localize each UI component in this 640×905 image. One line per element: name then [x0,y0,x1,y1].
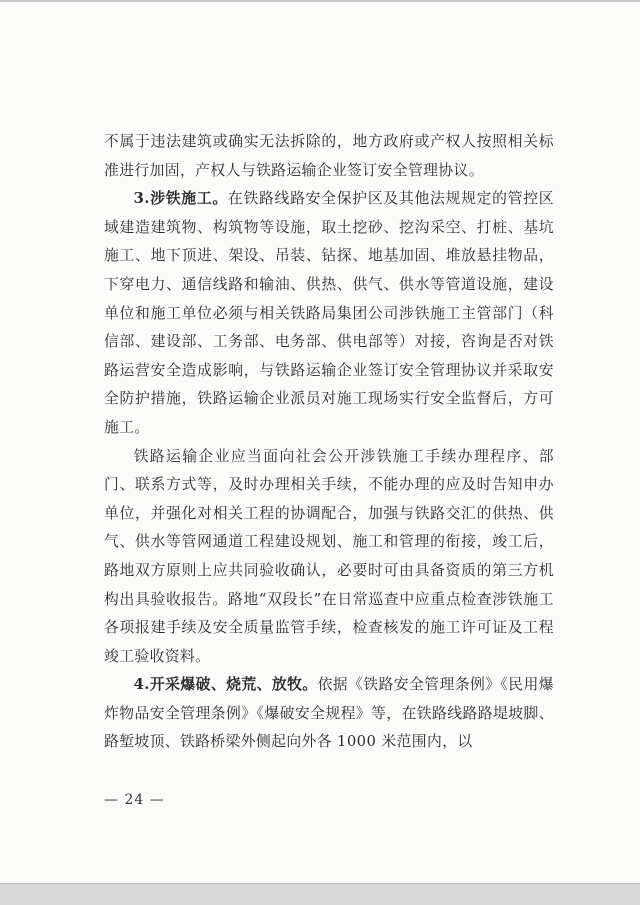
paragraph-3: 铁路运输企业应当面向社会公开涉铁施工手续办理程序、部门、联系方式等，及时办理相关手续，不能办理的应及时告知申办单位，并强化对相关工程的协调配合，加强与铁路交汇的供热、供气、供水等管网通道工程建设规划、施工和管理的衔接，竣工后，路地双方原则上应共同验收确认，必要时可由具备资质的第三方机构出具验收报告。路地“双段长”在日常巡查中应重点检查涉铁施工各项报建手续及安全质量监管手续，检查核发的施工许可证及工程竣工验收资料。 [104,447,554,665]
section-3-heading: 3.涉铁施工。 [133,190,228,208]
section-4-heading: 4.开采爆破、烧荒、放牧。 [133,676,318,694]
paragraph-section-4 [104,671,554,757]
paragraph-1: 不属于违法建筑或确实无法拆除的，地方政府或产权人按照相关标准进行加固，产权人与铁路运输企业签订安全管理协议。 [104,133,554,179]
body-text [104,128,554,757]
paragraph-section-3 [104,185,554,442]
page-number: — 24 — [104,792,165,808]
section-4-text: 依据《铁路安全管理条例》《民用爆炸物品安全管理条例》《爆破安全规程》等，在铁路线路路堤坡脚、路堑坡顶、铁路桥梁外侧起向外各 1000 米范围内，以 [104,676,554,751]
scan-edge [0,0,640,2]
section-3-text: 在铁路线路安全保护区及其他法规规定的管控区域建造建筑物、构筑物等设施，取土挖砂、挖沟采空、打桩、基坑施工、地下顶进、架设、吊装、钻探、地基加固、堆放悬挂物品，下穿电力、通信线路和输油、供热、供气、供水等管道设施，建设单位和施工单位必须与相关铁路局集团公司涉铁施工主管部门（科信部、建设部、工务部、电务部、供电部等）对接，咨询是否对铁路运营安全造成影响，与铁路运输企业签订安全管理协议并采取安全防护措施，铁路运输企业派员对施工现场实行安全监督后，方可施工。 [104,190,555,436]
